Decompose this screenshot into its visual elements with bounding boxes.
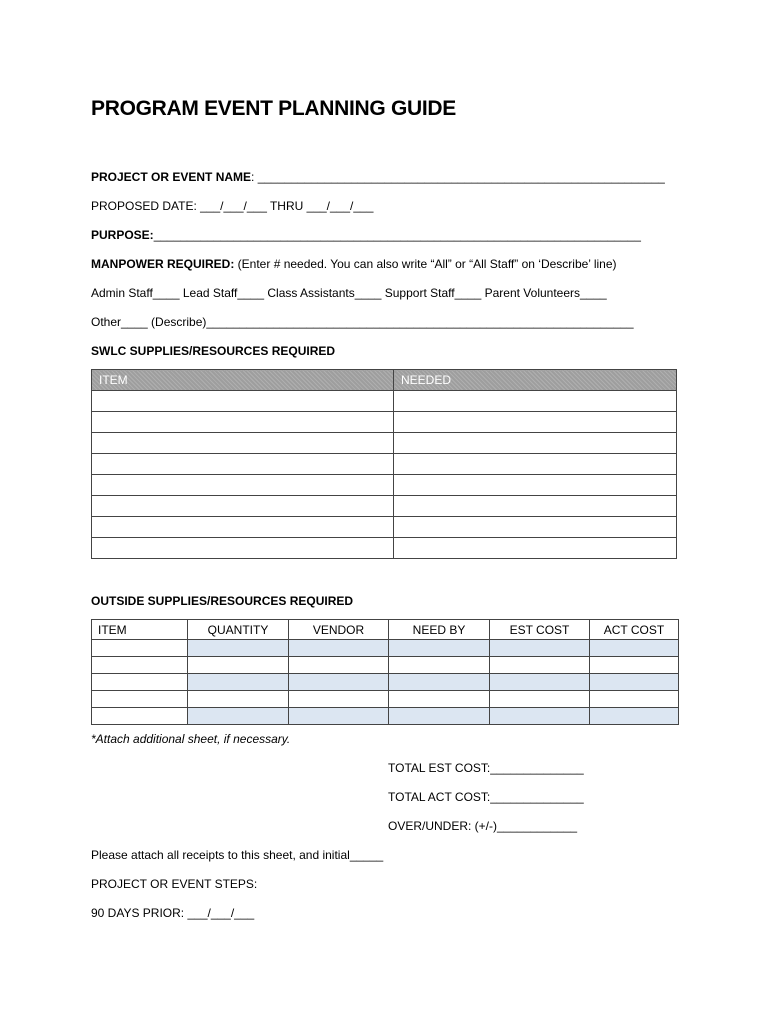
table-cell[interactable]	[92, 496, 394, 517]
table-cell[interactable]	[188, 708, 289, 725]
project-name-blank: : _____________________________________________________________	[251, 170, 665, 184]
other-staff-field[interactable]: Other____ (Describe)________________________________________________________________	[91, 315, 634, 329]
table-cell[interactable]	[92, 433, 394, 454]
table-cell[interactable]	[389, 640, 490, 657]
table-cell[interactable]	[188, 691, 289, 708]
table-cell[interactable]	[188, 674, 289, 691]
swlc-col-needed: NEEDED	[394, 370, 677, 391]
table-cell[interactable]	[389, 691, 490, 708]
outside-heading: OUTSIDE SUPPLIES/RESOURCES REQUIRED	[91, 594, 354, 608]
table-cell[interactable]	[188, 640, 289, 657]
table-cell[interactable]	[394, 454, 677, 475]
table-row	[92, 691, 679, 708]
table-cell[interactable]	[188, 657, 289, 674]
outside-col-item: ITEM	[92, 620, 188, 640]
table-row	[92, 538, 677, 559]
table-cell[interactable]	[92, 517, 394, 538]
table-cell[interactable]	[394, 538, 677, 559]
purpose-blank: _________________________________________________________________________	[153, 228, 641, 242]
table-cell[interactable]	[389, 657, 490, 674]
event-steps-heading: PROJECT OR EVENT STEPS:	[91, 877, 258, 891]
outside-col-act-cost: ACT COST	[590, 620, 679, 640]
table-cell[interactable]	[490, 708, 590, 725]
table-cell[interactable]	[92, 391, 394, 412]
table-cell[interactable]	[590, 657, 679, 674]
outside-supplies-table	[91, 619, 679, 725]
purpose-field[interactable]	[91, 228, 641, 242]
table-row	[92, 674, 679, 691]
table-cell[interactable]	[289, 657, 389, 674]
table-cell[interactable]	[92, 691, 188, 708]
swlc-heading: SWLC SUPPLIES/RESOURCES REQUIRED	[91, 344, 336, 358]
table-cell[interactable]	[590, 691, 679, 708]
table-cell[interactable]	[394, 496, 677, 517]
outside-col-quantity: QUANTITY	[188, 620, 289, 640]
ninety-days-prior-field[interactable]: 90 DAYS PRIOR: ___/___/___	[91, 906, 255, 920]
outside-col-vendor: VENDOR	[289, 620, 389, 640]
table-row	[92, 475, 677, 496]
table-cell[interactable]	[389, 708, 490, 725]
swlc-supplies-table	[91, 369, 677, 559]
outside-col-need-by: NEED BY	[389, 620, 490, 640]
table-cell[interactable]	[92, 674, 188, 691]
table-row	[92, 640, 679, 657]
attach-note: *Attach additional sheet, if necessary.	[91, 732, 291, 746]
total-act-cost-field[interactable]: TOTAL ACT COST:______________	[388, 790, 584, 804]
table-cell[interactable]	[92, 475, 394, 496]
table-row	[92, 433, 677, 454]
purpose-label: PURPOSE:	[91, 228, 154, 242]
proposed-date-field[interactable]: PROPOSED DATE: ___/___/___ THRU ___/___/___	[91, 199, 374, 213]
table-cell[interactable]	[289, 674, 389, 691]
table-cell[interactable]	[394, 475, 677, 496]
table-cell[interactable]	[590, 708, 679, 725]
receipts-initial-field[interactable]: Please attach all receipts to this sheet, and initial_____	[91, 848, 384, 862]
table-cell[interactable]	[92, 708, 188, 725]
table-cell[interactable]	[590, 674, 679, 691]
total-est-cost-field[interactable]: TOTAL EST COST:______________	[388, 761, 584, 775]
table-cell[interactable]	[490, 691, 590, 708]
table-cell[interactable]	[92, 412, 394, 433]
swlc-col-item: ITEM	[92, 370, 394, 391]
table-row	[92, 708, 679, 725]
table-row	[92, 391, 677, 412]
table-row	[92, 517, 677, 538]
table-cell[interactable]	[394, 517, 677, 538]
table-cell[interactable]	[394, 433, 677, 454]
table-cell[interactable]	[490, 640, 590, 657]
over-under-field[interactable]: OVER/UNDER: (+/-)____________	[388, 819, 578, 833]
table-row	[92, 657, 679, 674]
outside-col-est-cost: EST COST	[490, 620, 590, 640]
table-cell[interactable]	[92, 640, 188, 657]
table-cell[interactable]	[289, 640, 389, 657]
table-cell[interactable]	[394, 412, 677, 433]
table-cell[interactable]	[590, 640, 679, 657]
manpower-note: (Enter # needed. You can also write “All” or “All Staff” on ‘Describe’ line)	[234, 257, 617, 271]
table-cell[interactable]	[289, 691, 389, 708]
table-cell[interactable]	[394, 391, 677, 412]
table-cell[interactable]	[289, 708, 389, 725]
manpower-label: MANPOWER REQUIRED:	[91, 257, 235, 271]
project-name-label: PROJECT OR EVENT NAME	[91, 170, 252, 184]
manpower-line	[91, 257, 617, 271]
page-title: PROGRAM EVENT PLANNING GUIDE	[91, 97, 456, 120]
table-row	[92, 412, 677, 433]
table-cell[interactable]	[92, 657, 188, 674]
staff-count-fields[interactable]: Admin Staff____ Lead Staff____ Class Assistants____ Support Staff____ Parent Volunteers____	[91, 286, 607, 300]
table-row	[92, 454, 677, 475]
table-cell[interactable]	[490, 674, 590, 691]
table-row	[92, 496, 677, 517]
table-cell[interactable]	[92, 454, 394, 475]
project-name-field[interactable]	[91, 170, 665, 184]
table-cell[interactable]	[490, 657, 590, 674]
table-cell[interactable]	[389, 674, 490, 691]
table-cell[interactable]	[92, 538, 394, 559]
